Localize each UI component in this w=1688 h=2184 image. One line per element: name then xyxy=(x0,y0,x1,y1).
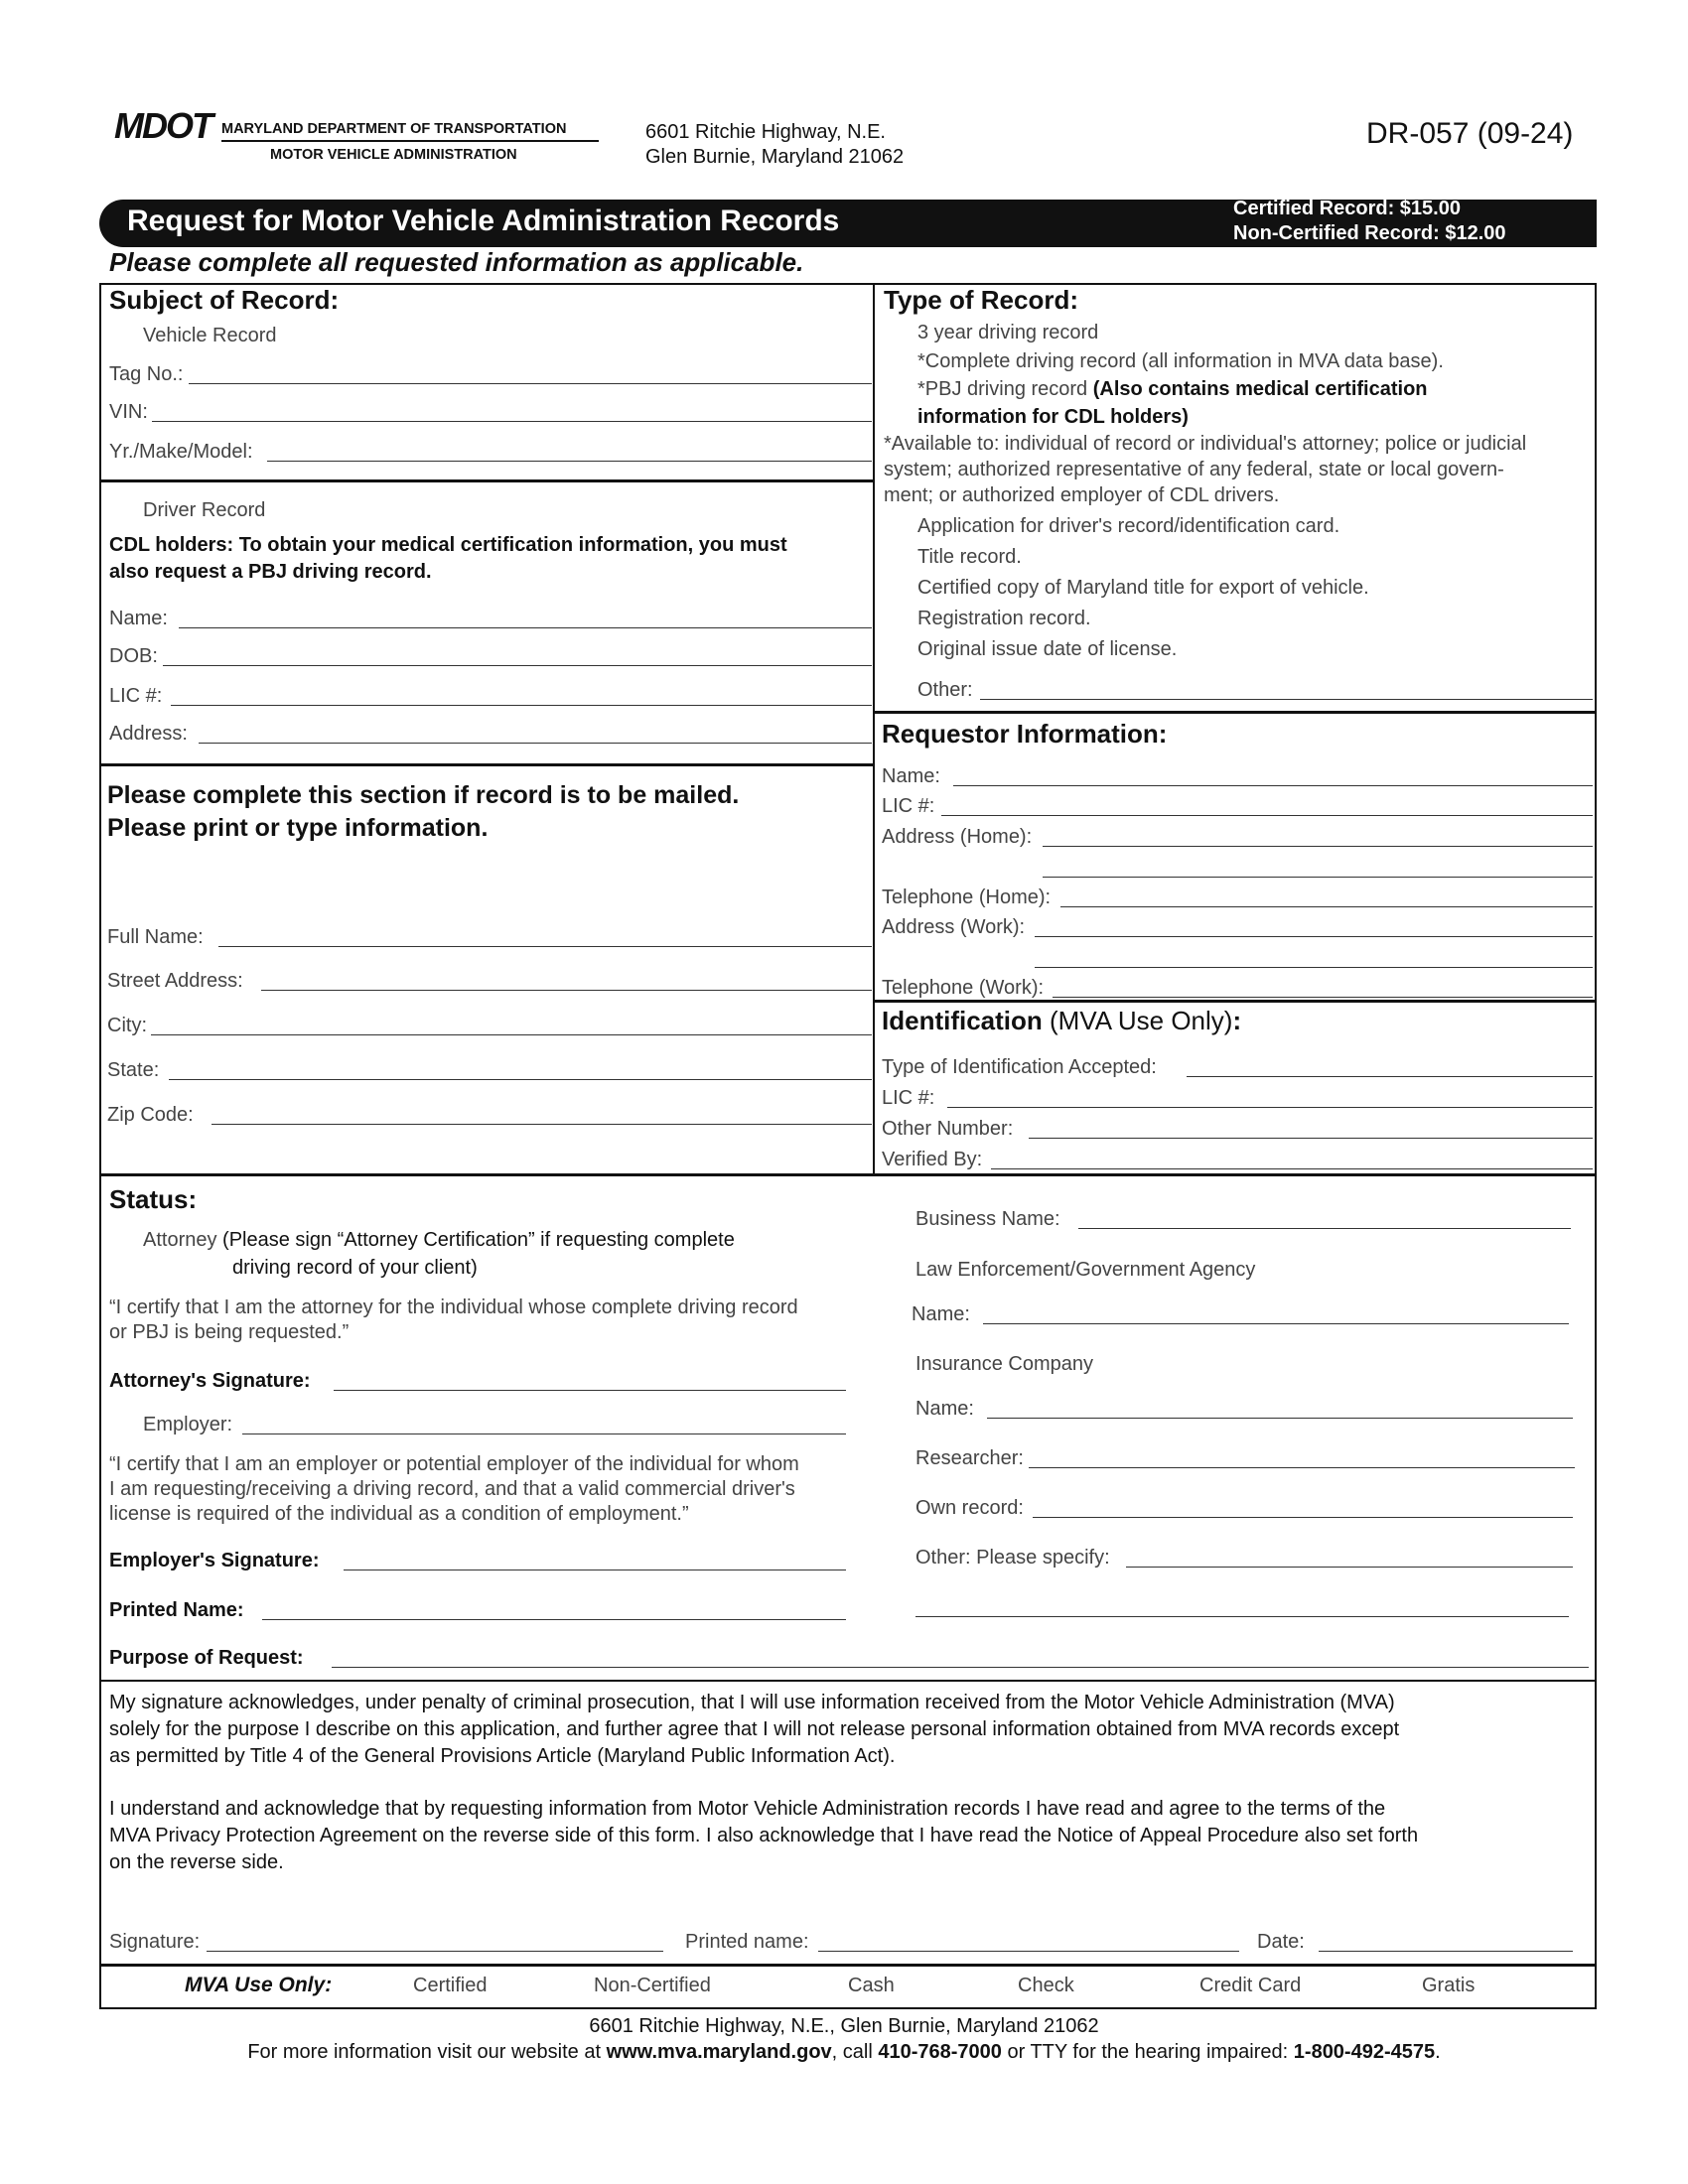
zip-input[interactable] xyxy=(211,1102,872,1125)
ident-lic-label: LIC #: xyxy=(882,1087,935,1109)
mva-use-label: MVA Use Only: xyxy=(185,1974,333,1996)
vin-label: VIN: xyxy=(109,401,148,423)
status-insurance[interactable]: Insurance Company xyxy=(915,1353,1093,1375)
employer-cert-line2: I am requesting/receiving a driving record, and that a valid commercial driver's xyxy=(109,1478,795,1500)
req-lic-label: LIC #: xyxy=(882,795,935,817)
city-label: City: xyxy=(107,1015,147,1036)
req-tel-home-label: Telephone (Home): xyxy=(882,887,1052,908)
req-tel-home-input[interactable] xyxy=(1060,885,1593,907)
business-name-label: Business Name: xyxy=(915,1208,1060,1230)
availability-line2: system; authorized representative of any federal, state or local govern- xyxy=(884,459,1504,480)
opt-application[interactable]: Application for driver's record/identification card. xyxy=(917,515,1340,537)
status-attorney[interactable] xyxy=(143,1229,735,1252)
header-address-line2: Glen Burnie, Maryland 21062 xyxy=(645,146,905,168)
status-researcher[interactable]: Researcher: xyxy=(915,1447,1024,1469)
vin-input[interactable] xyxy=(152,399,872,422)
opt-complete-driving[interactable]: *Complete driving record (all information in MVA data base). xyxy=(917,350,1444,372)
type-heading: Type of Record: xyxy=(884,285,1078,315)
divider-driver-mailing xyxy=(99,763,874,766)
footer-text-a: For more information visit our website at xyxy=(247,2041,607,2063)
ymm-input[interactable] xyxy=(267,439,872,462)
ident-heading-bold: Identification xyxy=(882,1006,1043,1035)
logo-divider xyxy=(221,140,599,142)
driver-name-label: Name: xyxy=(109,608,168,629)
full-name-input[interactable] xyxy=(218,924,872,947)
subject-heading: Subject of Record: xyxy=(109,285,340,315)
vehicle-record-option[interactable]: Vehicle Record xyxy=(143,325,277,346)
footer-website-link[interactable]: www.mva.maryland.gov xyxy=(606,2041,832,2063)
state-label: State: xyxy=(107,1059,160,1081)
mva-use-credit: Credit Card xyxy=(1199,1975,1302,1996)
full-name-label: Full Name: xyxy=(107,926,204,948)
ack-p2-line2: MVA Privacy Protection Agreement on the reverse side of this form. I also acknowledge that I have read the Notice of Appeal Procedure also set forth xyxy=(109,1825,1419,1846)
status-heading: Status: xyxy=(109,1184,198,1214)
driver-record-option[interactable]: Driver Record xyxy=(143,499,266,521)
attorney-note-line2: driving record of your client) xyxy=(232,1257,478,1279)
req-addr-work-input-line2[interactable] xyxy=(1035,945,1593,968)
footer-tty: 1-800-492-4575 xyxy=(1293,2041,1436,2063)
form-instruction: Please complete all requested information as applicable. xyxy=(109,247,804,277)
req-name-label: Name: xyxy=(882,765,940,787)
req-tel-work-label: Telephone (Work): xyxy=(882,977,1045,999)
mdot-logo xyxy=(114,105,601,171)
cdl-note-line1: CDL holders: To obtain your medical certification information, you must xyxy=(109,534,787,556)
availability-line1: *Available to: individual of record or individual's attorney; police or judicial xyxy=(884,433,1527,455)
driver-lic-label: LIC #: xyxy=(109,685,163,707)
divider-ack-mvause xyxy=(99,1964,1597,1967)
frame-middle xyxy=(873,283,875,1174)
business-name-input[interactable] xyxy=(1078,1206,1571,1229)
city-input[interactable] xyxy=(151,1013,872,1035)
ack-date-label: Date: xyxy=(1257,1931,1305,1953)
req-tel-work-input[interactable] xyxy=(1053,975,1593,998)
printed-name-label: Printed Name: xyxy=(109,1599,244,1621)
footer-address: 6601 Ritchie Highway, N.E., Glen Burnie, Maryland 21062 xyxy=(589,2015,1099,2037)
printed-name-input[interactable] xyxy=(262,1597,846,1620)
logo-wordmark: MDOT xyxy=(114,105,211,146)
logo-dept-line1: MARYLAND DEPARTMENT OF TRANSPORTATION xyxy=(221,121,567,137)
status-other-input[interactable] xyxy=(1126,1545,1573,1568)
mailing-heading-line2: Please print or type information. xyxy=(107,814,489,842)
ident-lic-input[interactable] xyxy=(947,1085,1593,1108)
ack-printed-name-label: Printed name: xyxy=(685,1931,809,1953)
employer-sig-label: Employer's Signature: xyxy=(109,1550,320,1571)
driver-address-input[interactable] xyxy=(199,721,872,744)
driver-address-label: Address: xyxy=(109,723,188,745)
ident-type-input[interactable] xyxy=(1187,1054,1593,1077)
employer-input[interactable] xyxy=(242,1412,846,1434)
own-record-input[interactable] xyxy=(1033,1495,1573,1518)
status-own-record[interactable]: Own record: xyxy=(915,1497,1024,1519)
tag-label: Tag No.: xyxy=(109,363,184,385)
driver-name-input[interactable] xyxy=(179,606,872,628)
divider-mailing-status xyxy=(99,1173,1597,1176)
dob-input[interactable] xyxy=(163,643,872,666)
le-name-input[interactable] xyxy=(983,1301,1569,1324)
req-name-input[interactable] xyxy=(953,763,1593,786)
divider-requestor-ident xyxy=(873,1000,1597,1003)
ack-signature-input[interactable] xyxy=(207,1929,663,1952)
employer-label: Employer: xyxy=(143,1414,233,1435)
req-addr-home-label: Address (Home): xyxy=(882,826,1033,848)
divider-subject-driver xyxy=(99,479,874,482)
form-title: Request for Motor Vehicle Administration Records xyxy=(127,205,840,237)
tag-input[interactable] xyxy=(189,361,872,384)
req-lic-input[interactable] xyxy=(941,793,1593,816)
employer-cert-line1: “I certify that I am an employer or potential employer of the individual for whom xyxy=(109,1453,799,1475)
status-other[interactable]: Other: Please specify: xyxy=(915,1547,1110,1569)
ack-p2-line3: on the reverse side. xyxy=(109,1851,284,1873)
opt-pbj-bold: (Also contains medical certification xyxy=(1092,378,1428,400)
availability-line3: ment; or authorized employer of CDL drivers. xyxy=(884,484,1280,506)
ins-name-label: Name: xyxy=(915,1398,974,1420)
ident-heading-colon: : xyxy=(1232,1006,1242,1035)
frame-bottom xyxy=(99,2007,1597,2009)
attorney-cert-line2: or PBJ is being requested.” xyxy=(109,1321,350,1343)
frame-left xyxy=(99,283,101,2008)
opt-title-record[interactable]: Title record. xyxy=(917,546,1022,568)
mva-use-certified: Certified xyxy=(413,1975,488,1996)
ident-heading-plain: (MVA Use Only) xyxy=(1042,1006,1233,1035)
employer-cert-line3: license is required of the individual as a condition of employment.” xyxy=(109,1503,689,1525)
ident-type-label: Type of Identification Accepted: xyxy=(882,1056,1157,1078)
mailing-heading-line1: Please complete this section if record is to be mailed. xyxy=(107,781,740,809)
type-other-input[interactable] xyxy=(980,677,1593,700)
ack-p2-line1: I understand and acknowledge that by requesting information from Motor Vehicle Administration records I have read and agree to the terms of the xyxy=(109,1798,1386,1820)
mva-use-noncertified: Non-Certified xyxy=(594,1975,711,1996)
mva-use-gratis: Gratis xyxy=(1422,1975,1476,1996)
le-name-label: Name: xyxy=(912,1303,970,1325)
street-label: Street Address: xyxy=(107,970,243,992)
footer-text-d: . xyxy=(1435,2041,1441,2063)
ack-date-input[interactable] xyxy=(1319,1929,1573,1952)
req-addr-work-label: Address (Work): xyxy=(882,916,1026,938)
logo-dept-line2: MOTOR VEHICLE ADMINISTRATION xyxy=(270,147,517,163)
req-addr-home-input[interactable] xyxy=(1043,824,1593,847)
mva-use-cash: Cash xyxy=(848,1975,895,1996)
ident-verified-input[interactable] xyxy=(991,1147,1593,1169)
researcher-input[interactable] xyxy=(1029,1445,1575,1468)
frame-right xyxy=(1595,283,1597,2008)
employer-sig-input[interactable] xyxy=(344,1548,846,1570)
footer-contact xyxy=(0,2041,1688,2064)
footer-phone: 410-768-7000 xyxy=(878,2041,1002,2063)
ins-name-input[interactable] xyxy=(987,1396,1573,1419)
ack-signature-label: Signature: xyxy=(109,1931,201,1953)
street-input[interactable] xyxy=(261,968,872,991)
footer-text-b: , call xyxy=(831,2041,879,2063)
type-other-label: Other: xyxy=(917,679,973,701)
header-address-line1: 6601 Ritchie Highway, N.E. xyxy=(645,121,886,143)
opt-3yr-driving[interactable]: 3 year driving record xyxy=(917,322,1099,343)
opt-registration[interactable]: Registration record. xyxy=(917,608,1091,629)
attorney-sig-input[interactable] xyxy=(334,1368,846,1391)
fee-certified: Certified Record: $15.00 xyxy=(1233,198,1461,219)
purpose-label: Purpose of Request: xyxy=(109,1647,304,1669)
req-addr-home-input-line2[interactable] xyxy=(1043,855,1593,878)
opt-pbj-plain: *PBJ driving record xyxy=(917,378,1093,400)
ack-printed-name-input[interactable] xyxy=(818,1929,1239,1952)
opt-pbj-driving[interactable] xyxy=(917,378,1428,401)
ident-other-number-input[interactable] xyxy=(1029,1116,1593,1139)
status-other-input-line2[interactable] xyxy=(915,1594,1569,1617)
requestor-heading: Requestor Information: xyxy=(882,719,1168,749)
state-input[interactable] xyxy=(169,1057,872,1080)
status-attorney-note: (Please sign “Attorney Certification” if requesting complete xyxy=(216,1229,735,1251)
mva-use-check: Check xyxy=(1018,1975,1074,1996)
cdl-note-line2: also request a PBJ driving record. xyxy=(109,561,432,583)
ymm-label: Yr./Make/Model: xyxy=(109,441,253,463)
ident-other-number-label: Other Number: xyxy=(882,1118,1014,1140)
status-law-enforcement[interactable]: Law Enforcement/Government Agency xyxy=(915,1259,1256,1281)
ident-heading xyxy=(882,1006,1241,1036)
opt-pbj-bold-line2: information for CDL holders) xyxy=(917,406,1189,428)
attorney-cert-line1: “I certify that I am the attorney for the individual whose complete driving record xyxy=(109,1297,798,1318)
divider-status-ack xyxy=(99,1680,1597,1682)
dob-label: DOB: xyxy=(109,645,158,667)
ack-p1-line3: as permitted by Title 4 of the General Provisions Article (Maryland Public Information Act). xyxy=(109,1745,896,1767)
ident-verified-label: Verified By: xyxy=(882,1149,983,1170)
footer-text-c: or TTY for the hearing impaired: xyxy=(1001,2041,1294,2063)
purpose-input[interactable] xyxy=(332,1645,1589,1668)
driver-lic-input[interactable] xyxy=(171,683,872,706)
zip-label: Zip Code: xyxy=(107,1104,194,1126)
fee-noncertified: Non-Certified Record: $12.00 xyxy=(1233,222,1506,244)
attorney-sig-label: Attorney's Signature: xyxy=(109,1370,311,1392)
opt-certified-title-copy[interactable]: Certified copy of Maryland title for export of vehicle. xyxy=(917,577,1369,599)
req-addr-work-input[interactable] xyxy=(1035,914,1593,937)
status-attorney-label: Attorney xyxy=(143,1229,217,1251)
divider-type-requestor xyxy=(873,711,1597,714)
ack-p1-line1: My signature acknowledges, under penalty of criminal prosecution, that I will use information received from the Motor Vehicle Administration (MVA) xyxy=(109,1692,1395,1713)
form-number: DR-057 (09-24) xyxy=(1366,117,1574,150)
opt-original-issue[interactable]: Original issue date of license. xyxy=(917,638,1178,660)
ack-p1-line2: solely for the purpose I describe on this application, and further agree that I will not release personal information obtained from MVA records except xyxy=(109,1718,1400,1740)
